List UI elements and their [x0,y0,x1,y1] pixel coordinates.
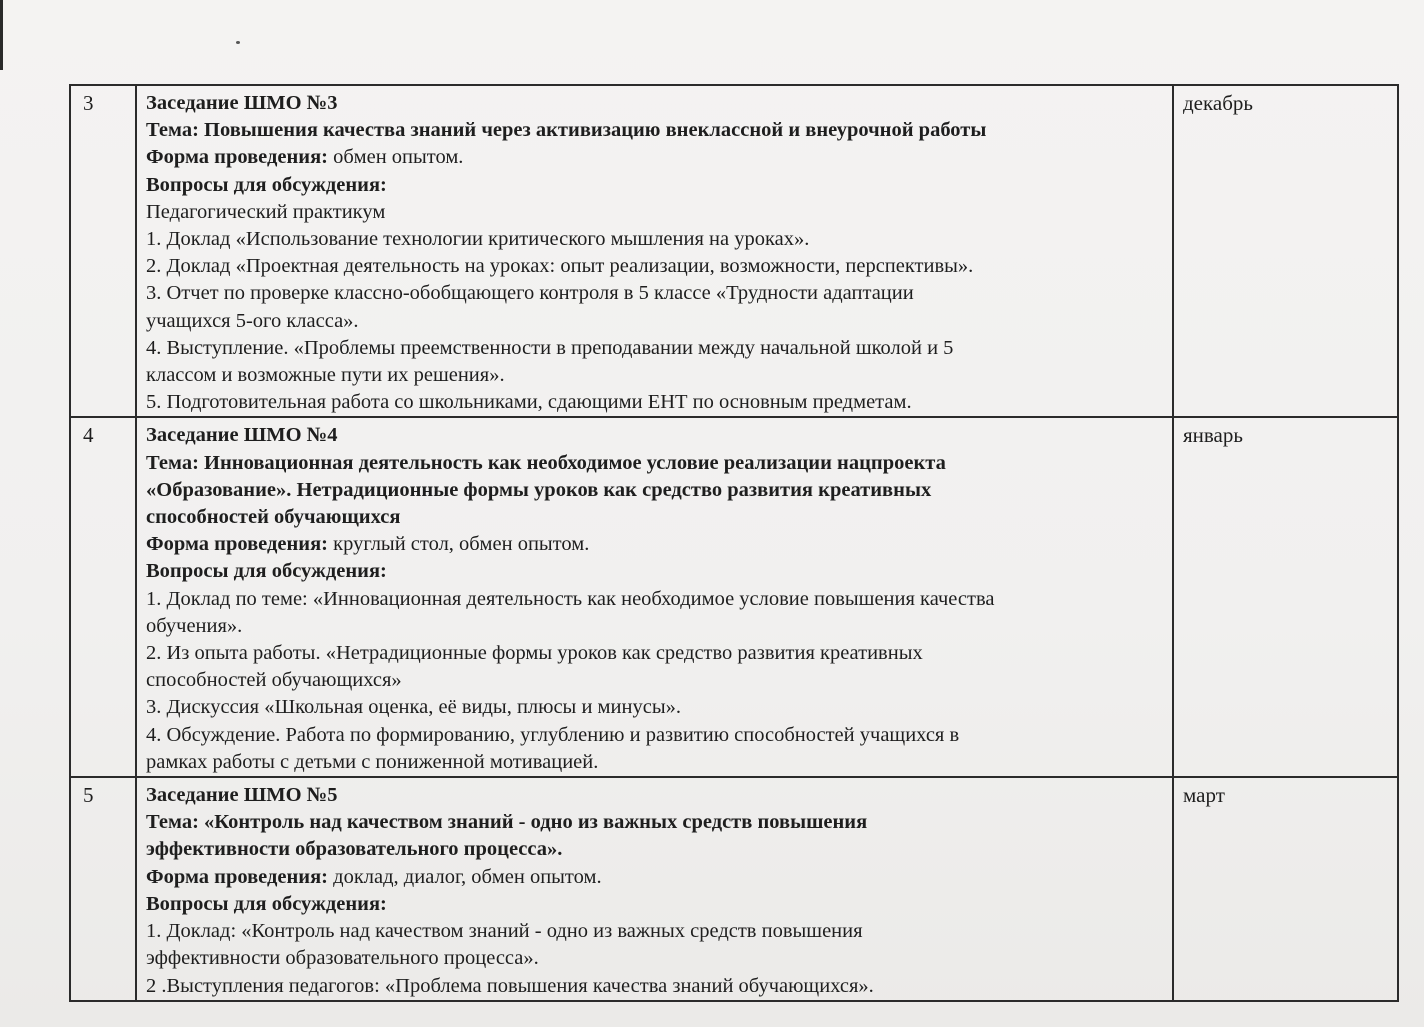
form-label: Форма проведения: [146,146,329,169]
table-row [70,85,1398,417]
question-item: 1. Доклад «Использование технологии критического мышления на уроках». [146,228,810,251]
meeting-form [146,864,1164,891]
form-text: обмен опытом. [333,146,464,169]
question-item: 1. Доклад по теме: «Инновационная деятельность как необходимое условие повышения качества [146,587,995,610]
scan-speck [236,41,240,44]
meeting-content-cell [136,417,1173,777]
question-item: 3. Дискуссия «Школьная оценка, её виды, плюсы и минусы». [146,696,681,719]
meeting-content-cell [136,85,1173,417]
month-label: декабрь [1183,91,1253,115]
table-row [70,777,1398,1001]
meeting-plan-table [69,84,1399,1002]
theme-text: Повышения качества знаний через активизацию внеклассной и внеурочной работы [204,119,987,142]
question-item: 4. Обсуждение. Работа по формированию, углублению и развитию способностей учащихся в [146,723,960,746]
meeting-content-cell [136,777,1173,1001]
meeting-theme [146,809,1164,836]
table-row [70,417,1398,777]
meeting-form [146,531,1164,558]
questions-label: Вопросы для обсуждения: [146,892,387,915]
scan-edge-mark [0,0,3,70]
form-label: Форма проведения: [146,865,329,888]
questions-label: Вопросы для обсуждения: [146,560,387,583]
month-cell [1173,777,1398,1001]
question-item: 3. Отчет по проверке классно-обобщающего контроля в 5 классе «Трудности адаптации [146,282,914,305]
theme-text: «Контроль над качеством знаний - одно из важных средств повышения [204,811,868,834]
question-item: 2. Из опыта работы. «Нетрадиционные формы уроков как средство развития креативных [146,642,923,665]
meeting-title: Заседание ШМО №4 [146,424,338,447]
question-item: рамках работы с детьми с пониженной мотивацией. [146,750,599,773]
meeting-title: Заседание ШМО №5 [146,784,338,807]
row-number: 5 [83,783,94,808]
theme-text-continued: «Образование». Нетрадиционные формы уроков как средство развития креативных [146,478,932,501]
question-item: 4. Выступление. «Проблемы преемственности в преподавании между начальной школой и 5 [146,336,954,359]
questions-label: Вопросы для обсуждения: [146,173,387,196]
theme-label: Тема: [146,811,199,834]
form-text: круглый стол, обмен опытом. [333,533,590,556]
question-item: 2 .Выступления педагогов: «Проблема повышения качества знаний обучающихся». [146,974,874,997]
meeting-theme [146,450,1164,477]
row-number-cell [70,417,136,777]
month-label: январь [1183,423,1243,448]
form-text: доклад, диалог, обмен опытом. [333,865,602,888]
question-item: 1. Доклад: «Контроль над качеством знаний - одно из важных средств повышения [146,920,863,943]
question-item: учащихся 5-ого класса». [146,309,359,332]
row-number-cell [70,85,136,417]
question-item: обучения». [146,614,243,637]
row-number: 4 [83,423,94,448]
theme-text-continued: эффективности образовательного процесса». [146,838,563,861]
question-item: эффективности образовательного процесса». [146,947,539,970]
form-label: Форма проведения: [146,533,329,556]
meeting-title: Заседание ШМО №3 [146,92,338,114]
row-number: 3 [83,91,94,115]
theme-text: Инновационная деятельность как необходимое условие реализации нацпроекта [204,451,946,474]
meeting-theme [146,117,1164,144]
question-item: 2. Доклад «Проектная деятельность на уроках: опыт реализации, возможности, перспективы». [146,255,974,278]
question-item: 5. Подготовительная работа со школьниками, сдающими ЕНТ по основным предметам. [146,391,912,414]
question-item: способностей обучающихся» [146,669,402,692]
theme-text-continued: способностей обучающихся [146,506,401,529]
month-cell [1173,85,1398,417]
theme-label: Тема: [146,119,199,142]
row-number-cell [70,777,136,1001]
meeting-form [146,144,1164,171]
theme-label: Тема: [146,451,199,474]
question-item: классом и возможные пути их решения». [146,364,505,387]
month-label: март [1183,783,1225,808]
question-item: Педагогический практикум [146,200,386,223]
month-cell [1173,417,1398,777]
